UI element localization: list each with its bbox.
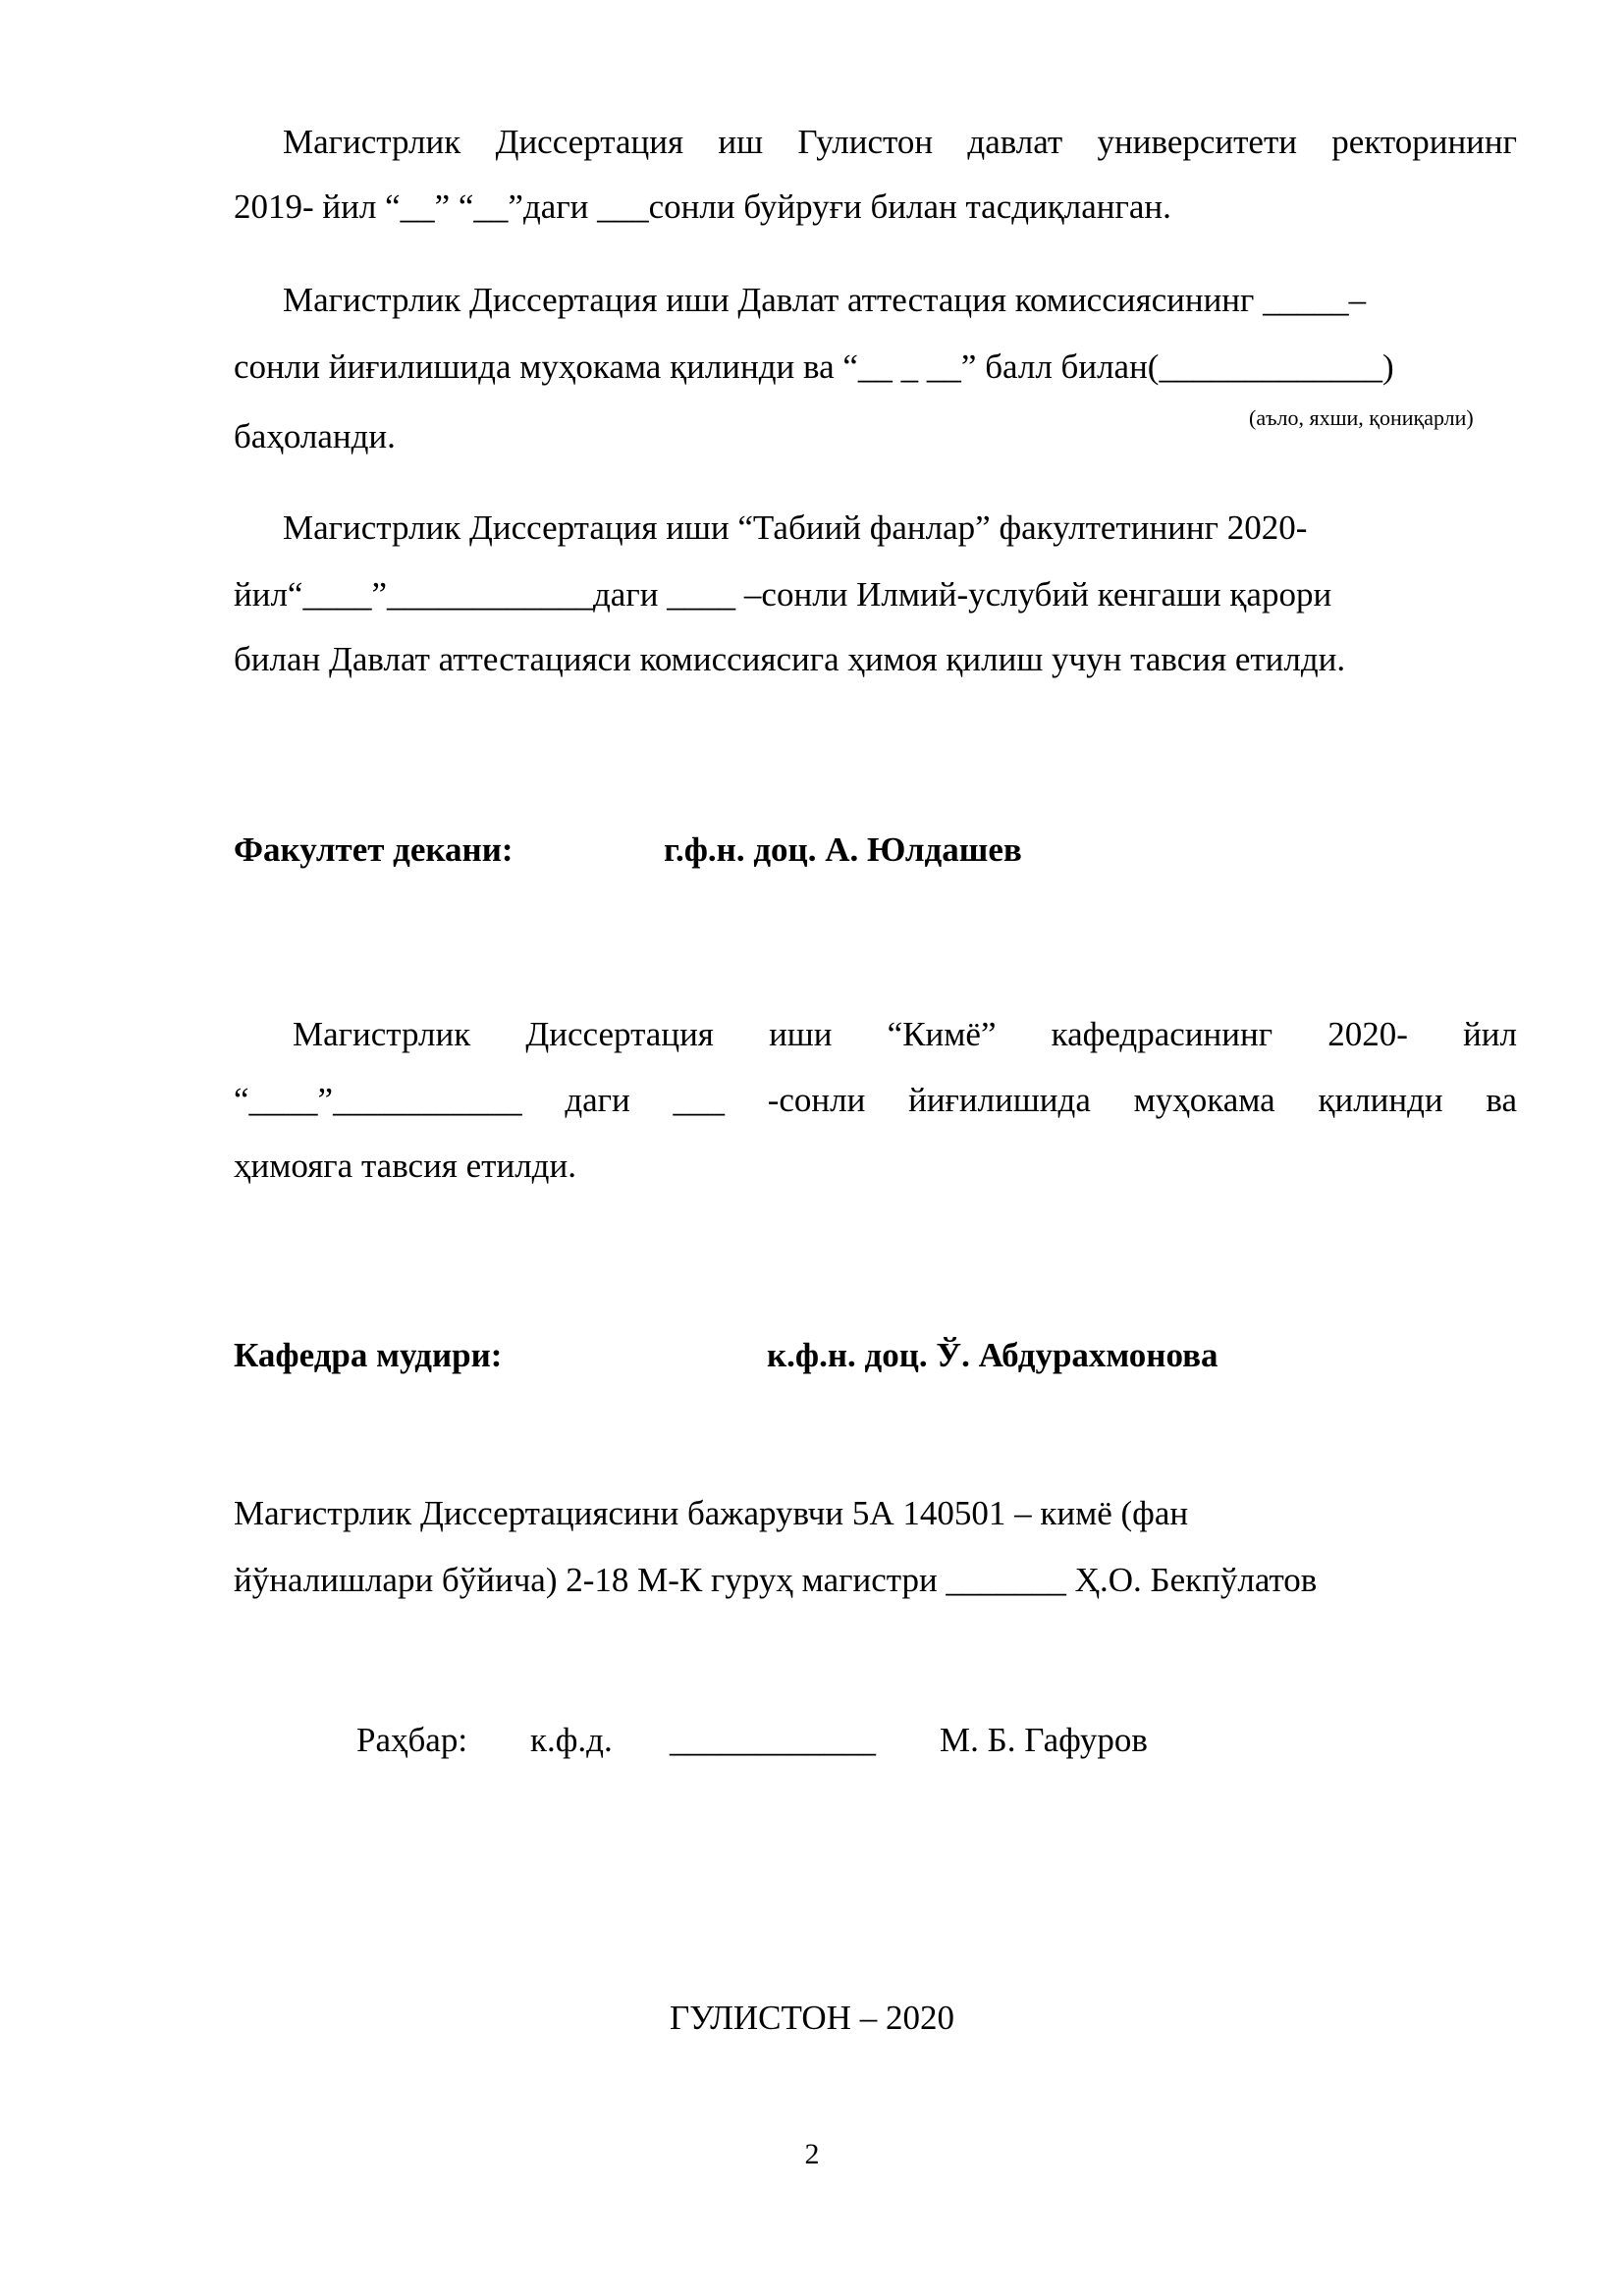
supervisor-label: Раҳбар: <box>356 1721 468 1759</box>
head-of-department-label: Кафедра мудири: <box>234 1336 503 1374</box>
dean-name: г.ф.н. доц. А. Юлдашев <box>664 830 1022 869</box>
para4-line1: Магистрлик Диссертация иши “Кимё” кафедрасининг 2020- йил <box>293 1015 1517 1053</box>
para1-line1: Магистрлик Диссертация иш Гулистон давлат университети ректорининг <box>283 123 1517 161</box>
performer-line2: йўналишлари бўйича) 2-18 М-К гуруҳ магистри _______ Ҳ.О. Бекпўлатов <box>234 1561 1318 1599</box>
dean-label: Факултет декани: <box>234 830 514 869</box>
para3-line1: Магистрлик Диссертация иши “Табиий фанлар” факултетининг 2020- <box>283 508 1308 547</box>
supervisor-degree: к.ф.д. <box>530 1721 613 1759</box>
grade-note: (аъло, яхши, қониқарли) <box>1249 405 1474 430</box>
para4-line2: “____”___________ даги ___ -сонли йиғилишида муҳокама қилинди ва <box>234 1081 1517 1119</box>
para2-line2: сонли йиғилишида муҳокама қилинди ва “__ _ __” балл билан(_____________) <box>234 347 1394 386</box>
city-year: ГУЛИСТОН – 2020 <box>670 1999 954 2037</box>
para1-line2: 2019- йил “__” “__”даги ___сонли буйруғи билан тасдиқланган. <box>234 187 1171 226</box>
page-number: 2 <box>804 2138 820 2170</box>
para4-line3: ҳимояга тавсия етилди. <box>234 1147 576 1185</box>
para3-line3: билан Давлат аттестацияси комиссиясига ҳимоя қилиш учун тавсия етилди. <box>234 640 1346 678</box>
supervisor-signature-blank: ____________ <box>670 1721 876 1759</box>
supervisor-name: М. Б. Гафуров <box>940 1721 1148 1759</box>
para2-line3: баҳоланди. <box>234 417 396 455</box>
para3-line2: йил“____”____________даги ____ –сонли Илмий-услубий кенгаши қарори <box>234 575 1332 614</box>
head-of-department-name: к.ф.н. доц. Ў. Абдурахмонова <box>767 1336 1218 1374</box>
performer-line1: Магистрлик Диссертациясини бажарувчи 5А 140501 – кимё (фан <box>234 1494 1189 1532</box>
para2-line1: Магистрлик Диссертация иши Давлат аттестация комиссиясининг _____– <box>283 281 1367 319</box>
